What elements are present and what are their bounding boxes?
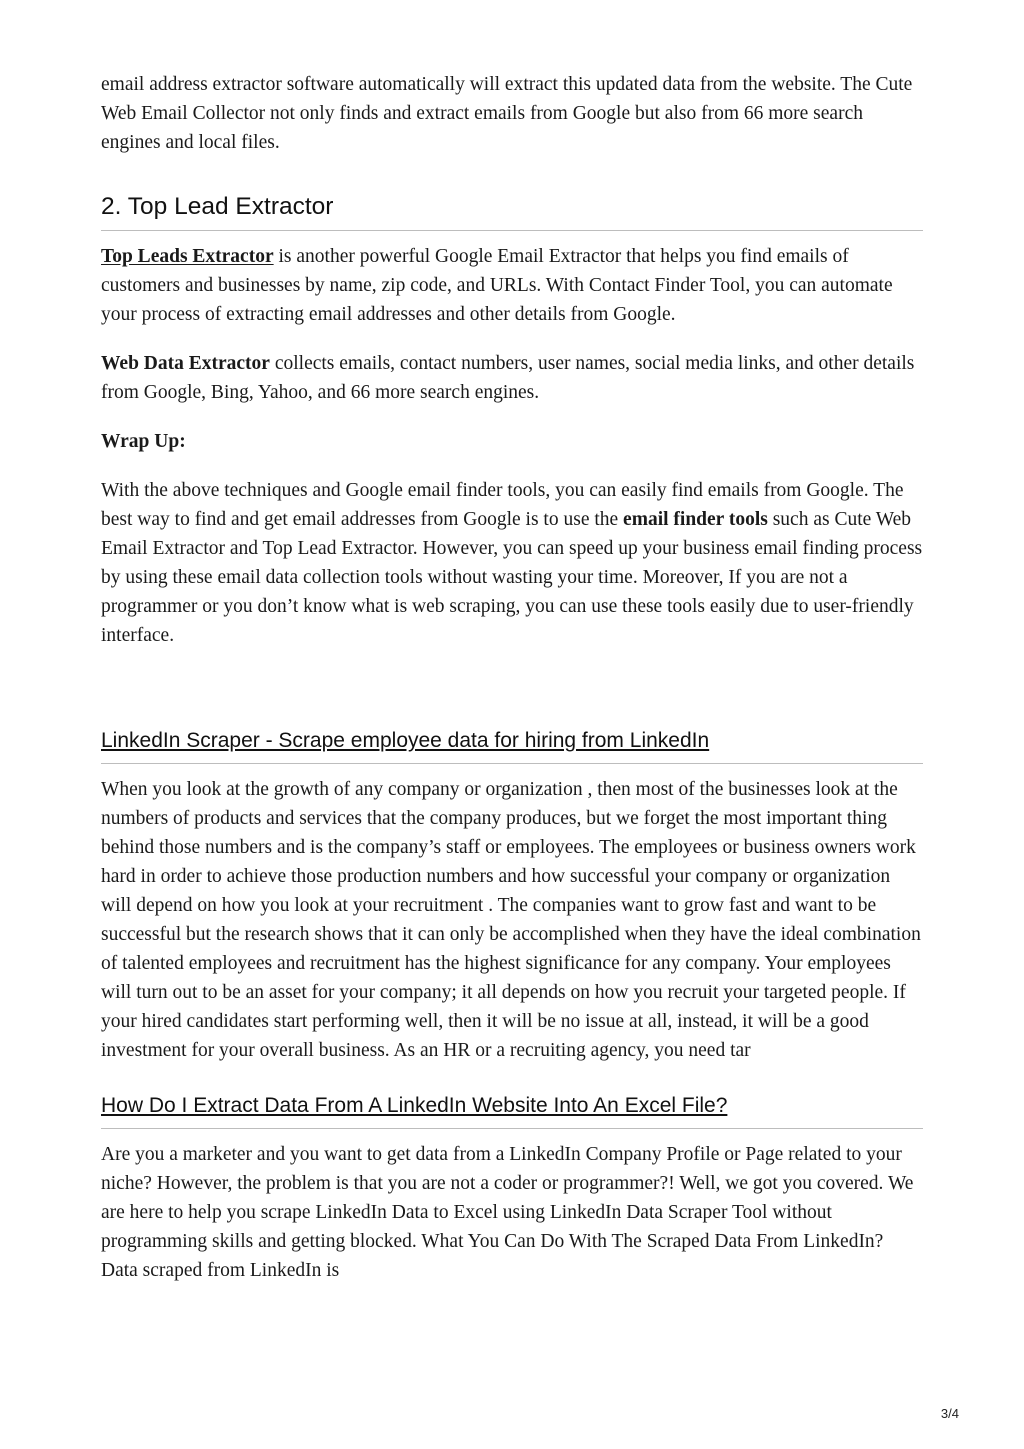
article-link-linkedin-scraper[interactable]: LinkedIn Scraper - Scrape employee data for hiring from LinkedIn	[101, 728, 923, 764]
article-link-extract-linkedin-excel[interactable]: How Do I Extract Data From A LinkedIn Website Into An Excel File?	[101, 1093, 923, 1129]
web-data-extractor-text: collects emails, contact numbers, user names, social media links, and other details from Google, Bing, Yahoo, and 66 more search engines.	[101, 353, 915, 403]
wrap-up-paragraph	[101, 476, 923, 650]
page-number: 3/4	[940, 1406, 959, 1421]
document-page	[101, 70, 923, 1285]
wrap-up-title-text: Wrap Up:	[101, 431, 186, 452]
web-data-extractor-paragraph	[101, 349, 923, 407]
wrap-up-text-start: With the above techniques and Google email finder tools, you can easily find emails from Google. The best way to find and get email addresses from Google is to use the	[101, 480, 904, 530]
top-leads-paragraph	[101, 242, 923, 329]
web-data-extractor-bold: Web Data Extractor	[101, 353, 270, 374]
email-finder-tools-bold: email finder tools	[623, 509, 768, 530]
section-heading-top-lead-extractor: 2. Top Lead Extractor	[101, 192, 923, 231]
wrap-up-title	[101, 427, 923, 456]
article-excerpt-extract-linkedin-excel: Are you a marketer and you want to get data from a LinkedIn Company Profile or Page related to your niche? However, the problem is that you are not a coder or programmer?! Well, we got you covered. We are here to help you scrape LinkedIn Data to Excel using LinkedIn Data Scraper Tool without programming skills and getting blocked. What You Can Do With The Scraped Data From LinkedIn? Data scraped from LinkedIn is	[101, 1144, 914, 1281]
intro-paragraph: email address extractor software automatically will extract this updated data from the website. The Cute Web Email Collector not only finds and extract emails from Google but also from 66 more search engines and local files.	[101, 74, 913, 153]
article-excerpt-linkedin-scraper: When you look at the growth of any company or organization , then most of the businesses look at the numbers of products and services that the company produces, but we forget the most important thing behind those numbers and is the company’s staff or employees. The employees or business owners work hard in order to achieve those production numbers and how successful your company or organization will depend on how you look at your recruitment . The companies want to grow fast and want to be successful but the research shows that it can only be accomplished when they have the ideal combination of talented employees and recruitment has the highest significance for any company. Your employees will turn out to be an asset for your company; it all depends on how you recruit your targeted people. If your hired candidates start performing well, then it will be no issue at all, instead, it will be a good investment for your overall business. As an HR or a recruiting agency, you need tar	[101, 779, 921, 1061]
top-leads-extractor-link[interactable]: Top Leads Extractor	[101, 246, 274, 267]
wrap-up-text-end: such as Cute Web Email Extractor and Top Lead Extractor. However, you can speed up your business email finding process by using these email data collection tools without wasting your time. Moreover, If you are not a programmer or you don’t know what is web scraping, you can use these tools easily due to user-friendly interface.	[101, 509, 923, 646]
top-leads-paragraph-text: is another powerful Google Email Extractor that helps you find emails of customers and businesses by name, zip code, and URLs. With Contact Finder Tool, you can automate your process of extracting email addresses and other details from Google.	[101, 246, 893, 325]
